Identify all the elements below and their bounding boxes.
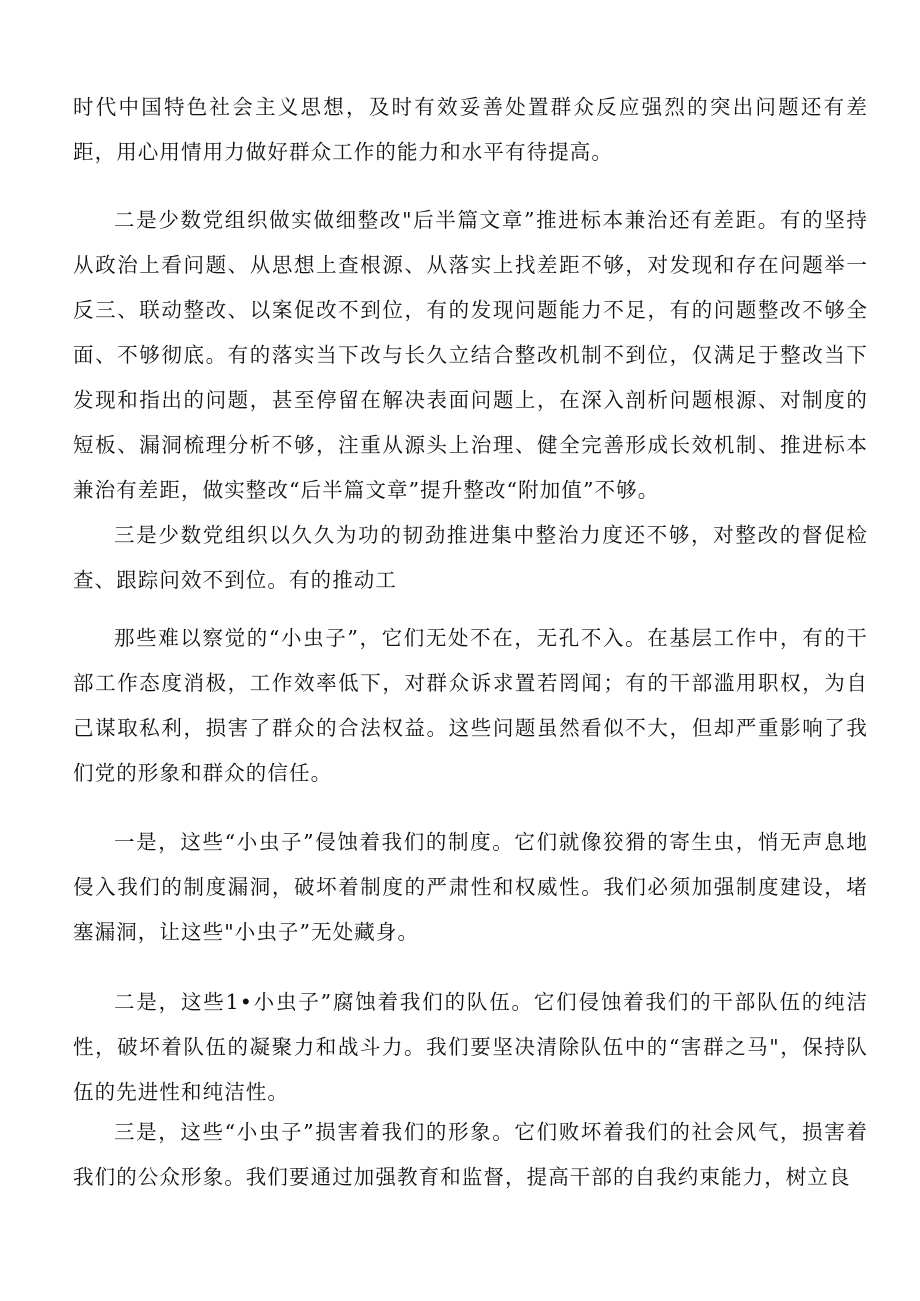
paragraph-point-two-team: 二是，这些1•小虫子”腐蚀着我们的队伍。它们侵蚀着我们的干部队伍的纯洁性，破坏着队伍的凝聚力和战斗力。我们要坚决清除队伍中的“害群之马"，保持队伍的先进性和纯洁性。 — [73, 990, 868, 1104]
paragraph-point-two-rectification: 二是少数党组织做实做细整改"后半篇文章”推进标本兼治还有差距。有的坚持从政治上看问题、从思想上查根源、从落实上找差距不够，对发现和存在问题举一反三、联动整改、以案促改不到位，有的发现问题能力不足，有的问题整改不够全面、不够彻底。有的落实当下改与长久立结合整改机制不到位，仅满足于整改当下发现和指出的问题，甚至停留在解决表面问题上，在深入剖析问题根源、对制度的短板、漏洞梳理分析不够，注重从源头上治理、健全完善形成长效机制、推进标本兼治有差距，做实整改“后半篇文章”提升整改“附加值”不够。 — [73, 208, 868, 502]
paragraph-small-bugs-intro: 那些难以察觉的“小虫子”，它们无处不在，无孔不入。在基层工作中，有的干部工作态度消极，工作效率低下，对群众诉求置若罔闻；有的干部滥用职权，为自己谋取私利，损害了群众的合法权益。这些问题虽然看似不大，但却严重影响了我们党的形象和群众的信任。 — [73, 626, 868, 785]
paragraph-continuation: 时代中国特色社会主义思想，及时有效妥善处置群众反应强烈的突出问题还有差距，用心用情用力做好群众工作的能力和水平有待提高。 — [73, 95, 868, 164]
paragraph-point-three-rectification: 三是少数党组织以久久为功的韧劲推进集中整治力度还不够，对整改的督促检查、跟踪问效不到位。有的推动工 — [73, 523, 868, 592]
paragraph-point-three-image: 三是，这些“小虫子”损害着我们的形象。它们败坏着我们的社会风气，损害着我们的公众形象。我们要通过加强教育和监督，提高干部的自我约束能力，树立良 — [73, 1120, 868, 1189]
paragraph-point-one-system: 一是，这些“小虫子”侵蚀着我们的制度。它们就像狡猾的寄生虫，悄无声息地侵入我们的制度漏洞，破坏着制度的严肃性和权威性。我们必须加强制度建设，堵塞漏洞，让这些"小虫子”无处藏身。 — [73, 830, 868, 944]
